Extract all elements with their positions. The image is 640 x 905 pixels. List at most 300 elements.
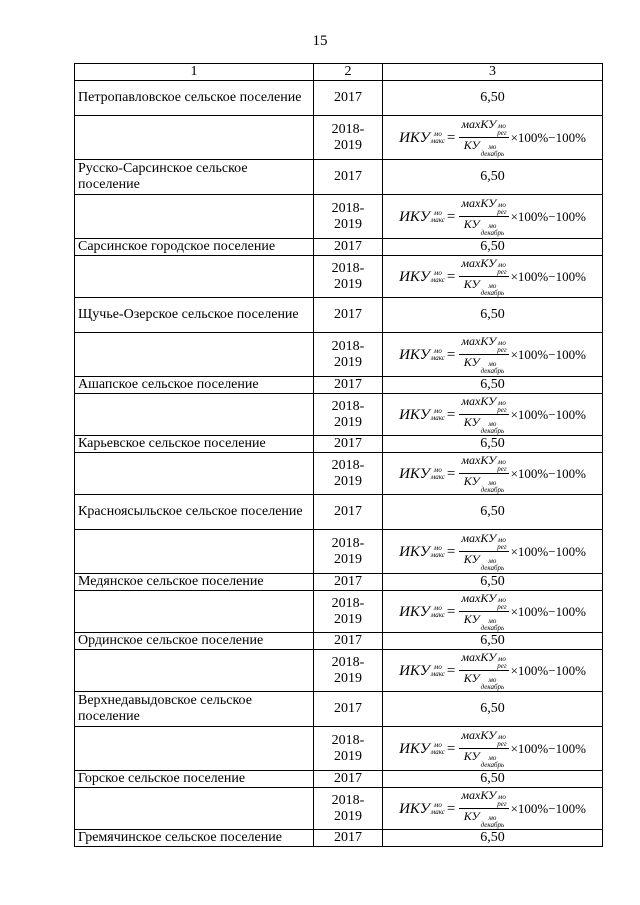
formula-num-sub: рег xyxy=(497,208,507,216)
formula-tail: ×100%−100% xyxy=(510,346,586,362)
formula-den-sub: декабрь xyxy=(480,150,505,158)
formula-num-scripts xyxy=(497,656,506,670)
formula-lhs-scripts xyxy=(431,270,445,284)
formula-lhs-scripts xyxy=(431,467,445,481)
formula-num-sub: рег xyxy=(497,406,507,414)
formula-cell xyxy=(383,195,603,239)
formula-num-sub: рег xyxy=(497,603,507,611)
year-range-cell xyxy=(314,116,383,160)
formula-num-sub: рег xyxy=(497,129,507,137)
formula-denominator xyxy=(462,138,506,158)
year-cell: 2017 xyxy=(314,298,383,333)
formula-fraction xyxy=(459,117,508,158)
table-row xyxy=(75,239,603,256)
formula-den-text: КУ xyxy=(463,217,480,231)
formula-lhs-sup: мо xyxy=(433,268,442,277)
formula-num-text: махКУ xyxy=(461,117,497,131)
formula-tail: ×100%−100% xyxy=(510,129,586,145)
formula-lhs-sub: макс xyxy=(430,807,445,816)
year-range-text: 2018- 2019 xyxy=(331,792,365,824)
formula-numerator xyxy=(459,591,508,612)
formula-equals: = xyxy=(446,346,456,363)
formula-num-sup: мо xyxy=(497,655,506,663)
formula xyxy=(399,394,586,435)
formula-num-sub: рег xyxy=(497,346,507,354)
formula xyxy=(399,591,586,632)
formula-denominator xyxy=(462,552,506,572)
formula-equals: = xyxy=(446,129,456,146)
formula-den-sub: декабрь xyxy=(480,761,505,769)
table-row xyxy=(75,377,603,394)
empty-name-cell xyxy=(75,256,314,298)
formula-num-sup: мо xyxy=(497,261,506,269)
formula-den-text: КУ xyxy=(463,474,480,488)
formula-den-scripts xyxy=(481,815,505,829)
formula-tail: ×100%−100% xyxy=(510,208,586,224)
formula-lhs-scripts xyxy=(431,545,445,559)
formula-fraction xyxy=(459,788,508,829)
settlement-name: Красноясыльское сельское поселение xyxy=(75,495,314,530)
year-range-text: 2018- 2019 xyxy=(331,338,365,370)
formula-denominator xyxy=(462,217,506,237)
formula-lhs-sup: мо xyxy=(433,346,442,355)
formula-den-text: КУ xyxy=(463,671,480,685)
header-col-2: 2 xyxy=(314,64,383,81)
table-row xyxy=(75,788,603,830)
formula-equals: = xyxy=(446,800,456,817)
formula-denominator xyxy=(462,749,506,769)
formula-lhs: ИКУ xyxy=(399,346,430,363)
formula-tail: ×100%−100% xyxy=(510,800,586,816)
year-range-text: 2018- 2019 xyxy=(331,654,365,686)
table-row xyxy=(75,394,603,436)
formula-equals: = xyxy=(446,406,456,423)
formula-tail: ×100%−100% xyxy=(510,740,586,756)
value-cell: 6,50 xyxy=(383,436,603,453)
year-range-cell xyxy=(314,650,383,692)
formula-tail: ×100%−100% xyxy=(510,603,586,619)
formula-lhs-sup: мо xyxy=(433,543,442,552)
table-row xyxy=(75,591,603,633)
formula-num-sub: рег xyxy=(497,543,507,551)
table-row xyxy=(75,116,603,160)
formula-lhs-scripts xyxy=(431,210,445,224)
formula-num-text: махКУ xyxy=(461,788,497,802)
formula-tail: ×100%−100% xyxy=(510,406,586,422)
empty-name-cell xyxy=(75,727,314,771)
formula-num-sub: рег xyxy=(497,268,507,276)
empty-name-cell xyxy=(75,453,314,495)
formula-den-text: КУ xyxy=(463,552,480,566)
formula-lhs: ИКУ xyxy=(399,543,430,560)
formula-den-sub: декабрь xyxy=(480,289,505,297)
empty-name-cell xyxy=(75,650,314,692)
formula-lhs-sub: макс xyxy=(430,136,445,145)
formula-fraction xyxy=(459,334,508,375)
empty-name-cell xyxy=(75,195,314,239)
year-cell: 2017 xyxy=(314,377,383,394)
year-cell: 2017 xyxy=(314,239,383,256)
value-cell: 6,50 xyxy=(383,633,603,650)
settlement-name: Щучье-Озерское сельское поселение xyxy=(75,298,314,333)
table-row xyxy=(75,574,603,591)
formula-cell xyxy=(383,788,603,830)
formula-cell xyxy=(383,591,603,633)
table-row xyxy=(75,495,603,530)
settlement-name: Ашапское сельское поселение xyxy=(75,377,314,394)
formula-den-sup: мо xyxy=(488,282,497,290)
table-row xyxy=(75,830,603,847)
value-cell: 6,50 xyxy=(383,160,603,195)
formula-cell xyxy=(383,256,603,298)
formula-tail: ×100%−100% xyxy=(510,268,586,284)
formula-num-sup: мо xyxy=(497,458,506,466)
formula-cell xyxy=(383,333,603,377)
formula-den-text: КУ xyxy=(463,749,480,763)
formula-num-scripts xyxy=(497,597,506,611)
formula-den-sup: мо xyxy=(488,557,497,565)
formula-den-text: КУ xyxy=(463,809,480,823)
formula-fraction xyxy=(459,650,508,691)
formula-lhs-scripts xyxy=(431,742,445,756)
formula-cell xyxy=(383,530,603,574)
formula-num-scripts xyxy=(497,794,506,808)
empty-name-cell xyxy=(75,394,314,436)
formula-denominator xyxy=(462,474,506,494)
formula-den-sub: декабрь xyxy=(480,683,505,691)
settlement-name: Сарсинское городское поселение xyxy=(75,239,314,256)
year-range-cell xyxy=(314,530,383,574)
formula-den-scripts xyxy=(481,421,505,435)
formula-num-text: махКУ xyxy=(461,650,497,664)
formula-den-scripts xyxy=(481,283,505,297)
formula-denominator xyxy=(462,277,506,297)
formula-denominator xyxy=(462,612,506,632)
year-cell: 2017 xyxy=(314,771,383,788)
year-range-cell xyxy=(314,256,383,298)
formula-numerator xyxy=(459,650,508,671)
year-range-text: 2018- 2019 xyxy=(331,260,365,292)
formula-lhs-scripts xyxy=(431,664,445,678)
settlement-name: Верхнедавыдовское сельское поселение xyxy=(75,692,314,727)
formula-num-sup: мо xyxy=(497,793,506,801)
empty-name-cell xyxy=(75,333,314,377)
formula-denominator xyxy=(462,809,506,829)
formula-lhs-sub: макс xyxy=(430,550,445,559)
formula-num-text: махКУ xyxy=(461,531,497,545)
year-cell: 2017 xyxy=(314,692,383,727)
formula-num-scripts xyxy=(497,202,506,216)
year-range-text: 2018- 2019 xyxy=(331,457,365,489)
table-row xyxy=(75,771,603,788)
formula-den-sup: мо xyxy=(488,814,497,822)
year-cell: 2017 xyxy=(314,830,383,847)
formula-num-sup: мо xyxy=(497,733,506,741)
formula-lhs-sup: мо xyxy=(433,129,442,138)
empty-name-cell xyxy=(75,788,314,830)
formula-equals: = xyxy=(446,740,456,757)
formula-denominator xyxy=(462,415,506,435)
year-range-cell xyxy=(314,788,383,830)
settlement-name: Гремячинское сельское поселение xyxy=(75,830,314,847)
year-range-text: 2018- 2019 xyxy=(331,121,365,153)
formula-num-sup: мо xyxy=(497,596,506,604)
formula-cell xyxy=(383,394,603,436)
formula-den-sup: мо xyxy=(488,479,497,487)
year-cell: 2017 xyxy=(314,633,383,650)
formula-lhs-sup: мо xyxy=(433,740,442,749)
formula-num-sup: мо xyxy=(497,399,506,407)
formula-den-scripts xyxy=(481,558,505,572)
table-row xyxy=(75,436,603,453)
formula-den-sub: декабрь xyxy=(480,821,505,829)
year-range-text: 2018- 2019 xyxy=(331,535,365,567)
formula-num-text: махКУ xyxy=(461,728,497,742)
header-col-3: 3 xyxy=(383,64,603,81)
table-row xyxy=(75,298,603,333)
settlement-name: Карьевское сельское поселение xyxy=(75,436,314,453)
formula-fraction xyxy=(459,394,508,435)
value-cell: 6,50 xyxy=(383,495,603,530)
formula-lhs-sub: макс xyxy=(430,215,445,224)
formula-den-sub: декабрь xyxy=(480,427,505,435)
formula-fraction xyxy=(459,196,508,237)
formula-lhs: ИКУ xyxy=(399,800,430,817)
value-cell: 6,50 xyxy=(383,830,603,847)
formula-lhs: ИКУ xyxy=(399,740,430,757)
settlement-name: Русско-Сарсинское сельское поселение xyxy=(75,160,314,195)
formula-den-scripts xyxy=(481,677,505,691)
formula xyxy=(399,650,586,691)
formula xyxy=(399,453,586,494)
table-row xyxy=(75,727,603,771)
formula-lhs-sup: мо xyxy=(433,800,442,809)
formula-numerator xyxy=(459,196,508,217)
page-number: 15 xyxy=(312,33,328,49)
value-cell: 6,50 xyxy=(383,377,603,394)
formula xyxy=(399,117,586,158)
year-range-text: 2018- 2019 xyxy=(331,595,365,627)
year-range-cell xyxy=(314,333,383,377)
formula-num-text: махКУ xyxy=(461,394,497,408)
formula xyxy=(399,531,586,572)
formula-den-text: КУ xyxy=(463,138,480,152)
formula-den-scripts xyxy=(481,223,505,237)
formula-num-scripts xyxy=(497,459,506,473)
table-body xyxy=(75,64,603,847)
formula-denominator xyxy=(462,355,506,375)
formula-equals: = xyxy=(446,543,456,560)
year-range-text: 2018- 2019 xyxy=(331,398,365,430)
value-cell: 6,50 xyxy=(383,81,603,116)
table-row xyxy=(75,195,603,239)
year-range-cell xyxy=(314,195,383,239)
formula-fraction xyxy=(459,256,508,297)
formula-lhs-sub: макс xyxy=(430,669,445,678)
year-range-cell xyxy=(314,591,383,633)
table-row xyxy=(75,160,603,195)
formula-den-sub: декабрь xyxy=(480,624,505,632)
formula-num-text: махКУ xyxy=(461,334,497,348)
formula-den-text: КУ xyxy=(463,277,480,291)
formula-den-sub: декабрь xyxy=(480,564,505,572)
formula-equals: = xyxy=(446,268,456,285)
formula-cell xyxy=(383,453,603,495)
formula-cell xyxy=(383,727,603,771)
formula xyxy=(399,334,586,375)
value-cell: 6,50 xyxy=(383,771,603,788)
formula-num-sup: мо xyxy=(497,122,506,130)
year-cell: 2017 xyxy=(314,81,383,116)
formula-numerator xyxy=(459,334,508,355)
value-cell: 6,50 xyxy=(383,239,603,256)
formula-lhs-scripts xyxy=(431,131,445,145)
formula-lhs-sub: макс xyxy=(430,747,445,756)
table-row xyxy=(75,633,603,650)
formula-den-scripts xyxy=(481,618,505,632)
formula-equals: = xyxy=(446,465,456,482)
formula-num-sub: рег xyxy=(497,662,507,670)
formula-num-sup: мо xyxy=(497,201,506,209)
formula-den-sup: мо xyxy=(488,143,497,151)
formula-lhs-sup: мо xyxy=(433,603,442,612)
formula-den-sup: мо xyxy=(488,360,497,368)
value-cell: 6,50 xyxy=(383,298,603,333)
table-row xyxy=(75,650,603,692)
formula-lhs-sup: мо xyxy=(433,465,442,474)
formula-num-text: махКУ xyxy=(461,591,497,605)
empty-name-cell xyxy=(75,591,314,633)
formula-numerator xyxy=(459,728,508,749)
formula-tail: ×100%−100% xyxy=(510,465,586,481)
formula-den-sub: декабрь xyxy=(480,486,505,494)
formula-fraction xyxy=(459,453,508,494)
year-range-text: 2018- 2019 xyxy=(331,200,365,232)
formula-lhs: ИКУ xyxy=(399,268,430,285)
formula-den-sub: декабрь xyxy=(480,229,505,237)
year-range-cell xyxy=(314,394,383,436)
formula-den-scripts xyxy=(481,480,505,494)
formula-lhs: ИКУ xyxy=(399,662,430,679)
formula-equals: = xyxy=(446,662,456,679)
empty-name-cell xyxy=(75,530,314,574)
formula-lhs-sup: мо xyxy=(433,406,442,415)
formula-lhs-sub: макс xyxy=(430,353,445,362)
formula-den-text: КУ xyxy=(463,612,480,626)
formula-denominator xyxy=(462,671,506,691)
formula-den-sup: мо xyxy=(488,676,497,684)
formula-lhs-sup: мо xyxy=(433,662,442,671)
table-row xyxy=(75,81,603,116)
formula-num-sub: рег xyxy=(497,465,507,473)
formula-lhs: ИКУ xyxy=(399,465,430,482)
year-cell: 2017 xyxy=(314,436,383,453)
table-row xyxy=(75,692,603,727)
formula-den-sup: мо xyxy=(488,754,497,762)
formula-numerator xyxy=(459,117,508,138)
formula-lhs-scripts xyxy=(431,348,445,362)
formula-den-scripts xyxy=(481,144,505,158)
formula-num-scripts xyxy=(497,123,506,137)
formula-lhs-sup: мо xyxy=(433,208,442,217)
formula-den-sub: декабрь xyxy=(480,367,505,375)
year-range-text: 2018- 2019 xyxy=(331,732,365,764)
formula-num-text: махКУ xyxy=(461,453,497,467)
formula-num-text: махКУ xyxy=(461,256,497,270)
formula-equals: = xyxy=(446,603,456,620)
value-cell: 6,50 xyxy=(383,574,603,591)
table-row xyxy=(75,256,603,298)
year-cell: 2017 xyxy=(314,495,383,530)
formula-lhs: ИКУ xyxy=(399,129,430,146)
formula-lhs-sub: макс xyxy=(430,413,445,422)
formula-num-scripts xyxy=(497,340,506,354)
table-row xyxy=(75,530,603,574)
formula-den-scripts xyxy=(481,361,505,375)
formula-lhs-sub: макс xyxy=(430,472,445,481)
formula-lhs-scripts xyxy=(431,408,445,422)
header-row xyxy=(75,64,603,81)
formula-den-text: КУ xyxy=(463,415,480,429)
formula-den-sup: мо xyxy=(488,617,497,625)
formula xyxy=(399,788,586,829)
formula-num-scripts xyxy=(497,262,506,276)
formula-den-scripts xyxy=(481,755,505,769)
settlement-name: Ординское сельское поселение xyxy=(75,633,314,650)
formula-lhs: ИКУ xyxy=(399,603,430,620)
table-row xyxy=(75,333,603,377)
formula-num-sub: рег xyxy=(497,800,507,808)
year-range-cell xyxy=(314,727,383,771)
formula-cell xyxy=(383,650,603,692)
formula-lhs-sub: макс xyxy=(430,275,445,284)
formula-lhs-sub: макс xyxy=(430,610,445,619)
formula-fraction xyxy=(459,728,508,769)
formula-den-sup: мо xyxy=(488,222,497,230)
formula-numerator xyxy=(459,453,508,474)
formula-num-sup: мо xyxy=(497,339,506,347)
formula-numerator xyxy=(459,256,508,277)
settlement-name: Петропавловское сельское поселение xyxy=(75,81,314,116)
formula-lhs-scripts xyxy=(431,802,445,816)
formula xyxy=(399,256,586,297)
formula-den-text: КУ xyxy=(463,355,480,369)
formula-numerator xyxy=(459,394,508,415)
header-col-1: 1 xyxy=(75,64,314,81)
empty-name-cell xyxy=(75,116,314,160)
settlement-name: Медянское сельское поселение xyxy=(75,574,314,591)
formula-fraction xyxy=(459,531,508,572)
formula-tail: ×100%−100% xyxy=(510,543,586,559)
formula-num-scripts xyxy=(497,537,506,551)
table-row xyxy=(75,453,603,495)
formula-num-sup: мо xyxy=(497,536,506,544)
formula-num-text: махКУ xyxy=(461,196,497,210)
formula-tail: ×100%−100% xyxy=(510,662,586,678)
formula-den-sup: мо xyxy=(488,420,497,428)
formula-cell xyxy=(383,116,603,160)
formula-lhs-scripts xyxy=(431,605,445,619)
formula-fraction xyxy=(459,591,508,632)
formula-equals: = xyxy=(446,208,456,225)
value-cell: 6,50 xyxy=(383,692,603,727)
formula-num-scripts xyxy=(497,734,506,748)
formula xyxy=(399,728,586,769)
tariff-table xyxy=(74,63,603,847)
year-cell: 2017 xyxy=(314,160,383,195)
settlement-name: Горское сельское поселение xyxy=(75,771,314,788)
formula-num-sub: рег xyxy=(497,740,507,748)
